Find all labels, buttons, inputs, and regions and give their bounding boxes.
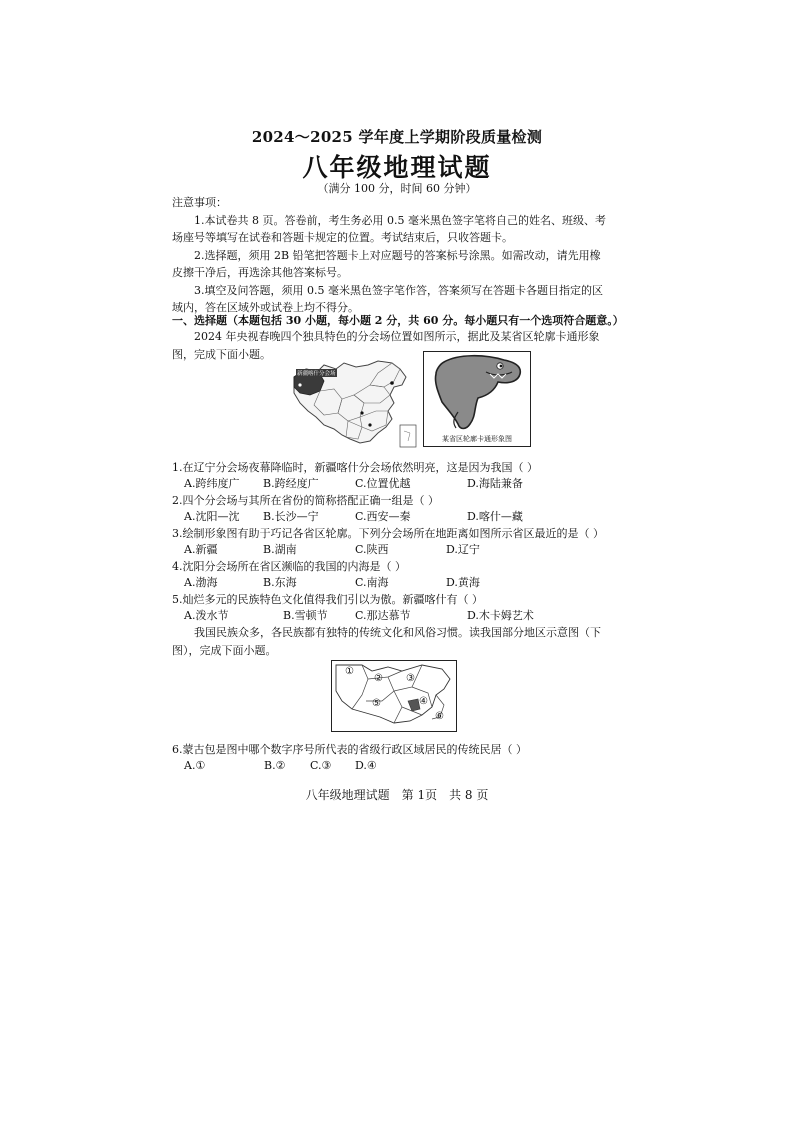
region-marker-2: ② — [374, 673, 383, 684]
question-1-option-c[interactable]: C.位置优越 — [355, 477, 411, 490]
question-6-option-b[interactable]: B.② — [264, 759, 286, 772]
cartoon-caption: 某省区轮廓卡通形象图 — [442, 435, 512, 443]
intro-line-2: 图，完成下面小题。 — [172, 347, 271, 361]
page-footer: 八年级地理试题 第 1页 共 8 页 — [305, 788, 489, 802]
notice-item-1: 1.本试卷共 8 页。答卷前，考生务必用 0.5 毫米黑色签字笔将自己的姓名、班级、考 — [194, 213, 606, 227]
question-6-stem: 6.蒙古包是图中哪个数字序号所代表的省级行政区域居民的传统民居（ ） — [172, 743, 527, 756]
question-4-option-d[interactable]: D.黄海 — [446, 576, 480, 589]
question-5-option-b[interactable]: B.雪顿节 — [283, 609, 328, 622]
question-2-option-c[interactable]: C.西安—秦 — [355, 510, 411, 523]
region-marker-1: ① — [345, 666, 354, 677]
question-6-option-d[interactable]: D.④ — [355, 759, 377, 772]
south-sea-inset — [400, 425, 416, 447]
question-6-option-c[interactable]: C.③ — [310, 759, 332, 772]
question-3-option-a[interactable]: A.新疆 — [184, 543, 218, 556]
question-5-option-d[interactable]: D.木卡姆艺术 — [467, 609, 534, 622]
notice-item-1-cont: 场座号等填写在试卷和答题卡规定的位置。考试结束后，只收答题卡。 — [172, 231, 513, 244]
map-kashi-label: 新疆喀什分会场 — [297, 371, 336, 377]
exam-meta: （满分 100 分，时间 60 分钟） — [317, 182, 477, 195]
question-3-option-b[interactable]: B.湖南 — [263, 543, 297, 556]
section-1-heading: 一、选择题（本题包括 30 小题，每小题 2 分，共 60 分。每小题只有一个选项符合题意。） — [172, 314, 624, 327]
changsha-marker — [368, 423, 371, 426]
question-2-stem: 2.四个分会场与其所在省份的简称搭配正确一组是（ ） — [172, 494, 439, 507]
kashi-marker — [298, 383, 301, 386]
notice-item-3: 3.填空及问答题，须用 0.5 毫米黑色签字笔作答，答案须写在答题卡各题目指定的区 — [194, 283, 603, 297]
question-6-option-a[interactable]: A.① — [184, 759, 206, 772]
question-4-stem: 4.沈阳分会场所在省区濒临的我国的内海是（ ） — [172, 560, 406, 573]
cartoon-svg — [424, 352, 530, 432]
question-3-option-c[interactable]: C.陕西 — [355, 543, 389, 556]
question-3-stem: 3.绘制形象图有助于巧记各省区轮廓。下列分会场所在地距离如图所示省区最近的是（ ） — [172, 527, 604, 540]
question-2-option-b[interactable]: B.长沙—宁 — [263, 510, 319, 523]
question-2-option-d[interactable]: D.喀什—藏 — [467, 510, 523, 523]
passage-2-line-2: 图），完成下面小题。 — [172, 643, 277, 657]
passage-2 — [172, 624, 601, 659]
exam-title: 八年级地理试题 — [302, 153, 492, 182]
question-1-option-b[interactable]: B.跨经度广 — [263, 477, 319, 490]
question-3-option-d[interactable]: D.辽宁 — [446, 543, 480, 556]
question-4-option-b[interactable]: B.东海 — [263, 576, 297, 589]
question-4-option-a[interactable]: A.渤海 — [184, 576, 218, 589]
question-5-stem: 5.灿烂多元的民族特色文化值得我们引以为傲。新疆喀什有（ ） — [172, 593, 483, 606]
question-2-option-a[interactable]: A.沈阳—沈 — [184, 510, 240, 523]
passage-2-line-1: 我国民族众多，各民族都有独特的传统文化和风俗习惯。读我国部分地区示意图（下 — [194, 626, 601, 639]
region-marker-5: ⑤ — [372, 698, 381, 709]
question-5-option-a[interactable]: A.泼水节 — [184, 609, 229, 622]
xian-marker — [360, 411, 363, 414]
question-1-option-d[interactable]: D.海陆兼备 — [467, 477, 523, 490]
notice-item-3-cont: 域内，答在区域外或试卷上均不得分。 — [172, 301, 359, 314]
notice-heading: 注意事项： — [172, 196, 227, 209]
section-1-intro — [172, 328, 600, 363]
region-marker-3: ③ — [406, 673, 415, 684]
cartoon-figure — [423, 351, 531, 447]
question-5-option-c[interactable]: C.那达慕节 — [355, 609, 411, 622]
question-1-option-a[interactable]: A.跨纬度广 — [184, 477, 240, 490]
shenyang-marker — [390, 381, 394, 385]
china-map-figure — [284, 359, 420, 451]
region-map-figure — [331, 660, 457, 732]
region-marker-4: ④ — [419, 696, 428, 707]
region-marker-6: ⑥ — [435, 711, 444, 722]
exam-year-line: 2024～2025 学年度上学期阶段质量检测 — [251, 128, 543, 146]
notice-item-2-cont: 皮擦干净后，再选涂其他答案标号。 — [172, 266, 348, 279]
notice-item-2: 2.选择题，须用 2B 铅笔把答题卡上对应题号的答案标号涂黑。如需改动，请先用橡 — [194, 248, 601, 262]
question-4-option-c[interactable]: C.南海 — [355, 576, 389, 589]
question-1-stem: 1.在辽宁分会场夜幕降临时，新疆喀什分会场依然明亮，这是因为我国（ ） — [172, 461, 538, 474]
intro-line-1: 2024 年央视春晚四个独具特色的分会场位置如图所示，据此及某省区轮廓卡通形象 — [194, 330, 600, 343]
notice-block — [172, 194, 606, 317]
